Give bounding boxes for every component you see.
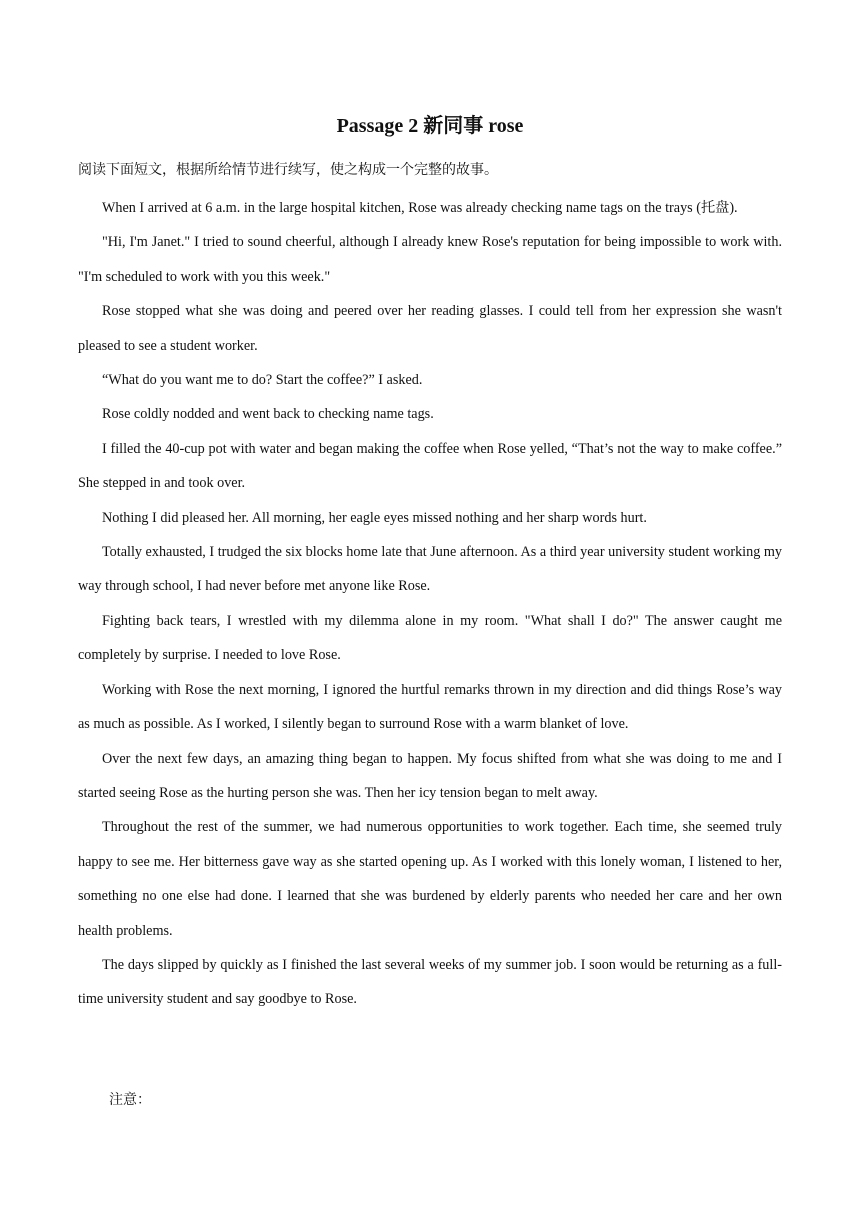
paragraph: Rose stopped what she was doing and peered over her reading glasses. I could tell from her expression she wasn't pleased to see a student worker. [78,303,782,354]
paragraph: Rose coldly nodded and went back to checking name tags. [102,406,434,423]
paragraph: Over the next few days, an amazing thing began to happen. My focus shifted from what she was doing to me and I started seeing Rose as the hurting person she was. Then her icy tension began to melt away. [78,750,782,801]
paragraph: Throughout the rest of the summer, we had numerous opportunities to work together. Each time, she seemed truly happy to see me. Her bitterness gave way as she started opening up. As I worked with this lonely woman, I listened to her, something no one else had done. I learned that she was burdened by elderly parents who needed her care and her own health problems. [78,819,782,939]
paragraph: Working with Rose the next morning, I ignored the hurtful remarks thrown in my direction and did things Rose’s way as much as possible. As I worked, I silently began to surround Rose with a warm blanket of love. [78,681,782,733]
paragraph: Nothing I did pleased her. All morning, her eagle eyes missed nothing and her sharp words hurt. [102,509,647,526]
paragraph: Totally exhausted, I trudged the six blocks home late that June afternoon. As a third year university student working my way through school, I had never before met anyone like Rose. [78,544,782,595]
paragraph: Fighting back tears, I wrestled with my dilemma alone in my room. "What shall I do?" The answer caught me completely by surprise. I needed to love Rose. [78,612,782,664]
passage-body [78,191,782,1017]
paragraph: The days slipped by quickly as I finished the last several weeks of my summer job. I soon would be returning as a full-time university student and say goodbye to Rose. [78,956,782,1008]
note-label: 注意： [109,1093,151,1108]
paragraph: I filled the 40-cup pot with water and began making the coffee when Rose yelled, “That’s not the way to make coffee.” She stepped in and took over. [78,440,782,492]
passage-title: Passage 2 新同事 rose [336,115,524,137]
paragraph: When I arrived at 6 a.m. in the large hospital kitchen, Rose was already checking name tags on the trays (托盘). [102,200,738,216]
paragraph: “What do you want me to do? Start the coffee?” I asked. [102,372,423,389]
paragraph: "Hi, I'm Janet." I tried to sound cheerful, although I already knew Rose's reputation for being impossible to work with. "I'm scheduled to work with you this week." [78,234,782,285]
instruction-text: 阅读下面短文，根据所给情节进行续写，使之构成一个完整的故事。 [78,163,498,178]
